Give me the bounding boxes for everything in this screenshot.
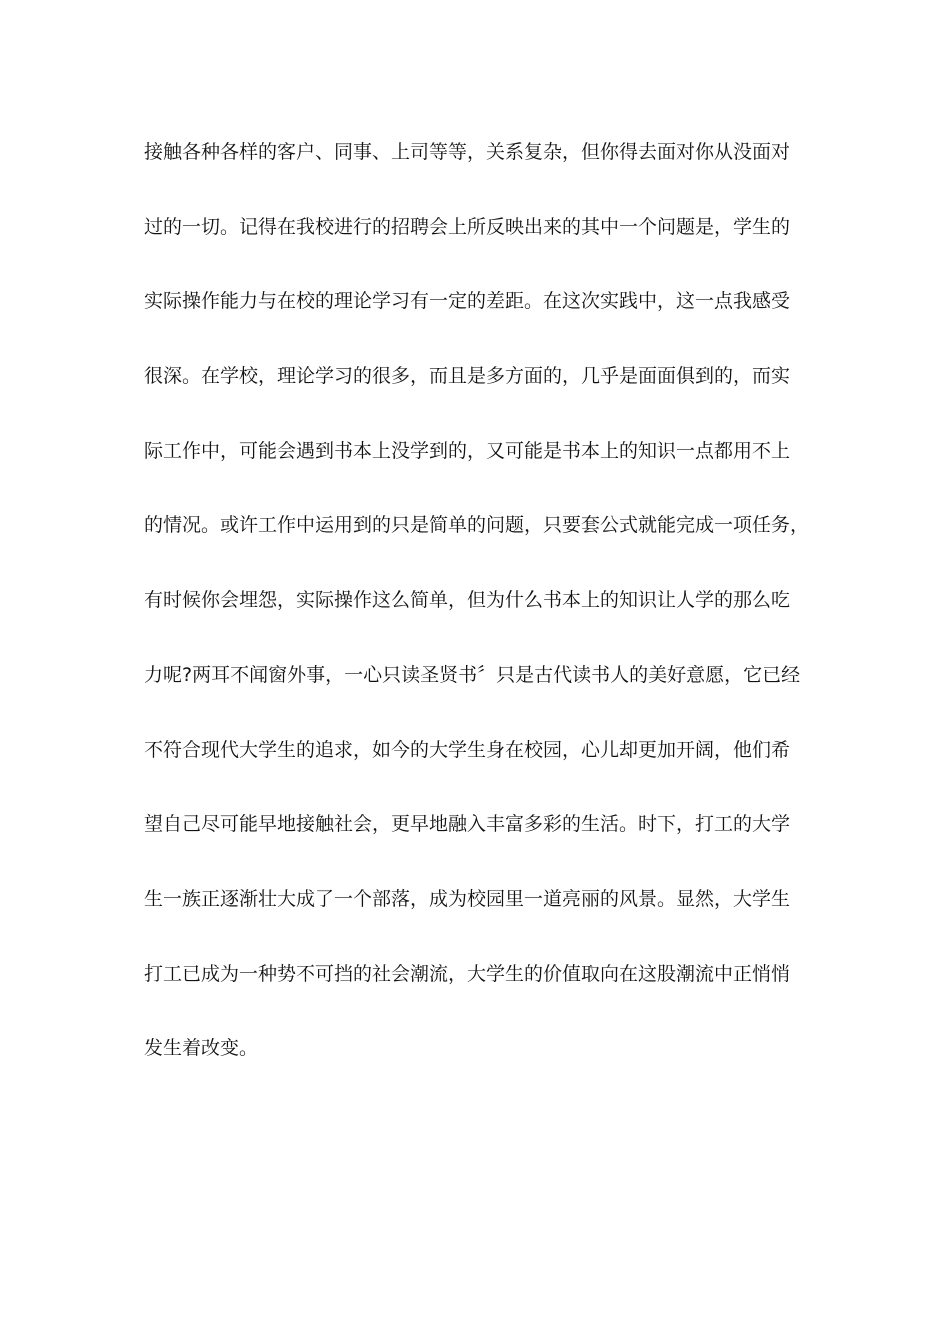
- text-line: 很深。在学校，理论学习的很多，而且是多方面的，几乎是面面俱到的，而实: [144, 365, 791, 388]
- text-line: 有时候你会埋怨，实际操作这么简单，但为什么书本上的知识让人学的那么吃: [144, 589, 791, 612]
- text-line: 的情况。或许工作中运用到的只是简单的问题，只要套公式就能完成一项任务，: [144, 514, 810, 537]
- text-line: 接触各种各样的客户、同事、上司等等，关系复杂，但你得去面对你从没面对: [144, 141, 791, 163]
- text-line: 过的一切。记得在我校进行的招聘会上所反映出来的其中一个问题是，学生的: [144, 215, 791, 238]
- body-paragraph: [144, 132, 824, 1103]
- text-line: 生一族正逐渐壮大成了一个部落，成为校园里一道亮丽的风景。显然，大学生: [144, 887, 791, 910]
- text-line: 打工已成为一种势不可挡的社会潮流，大学生的价值取向在这股潮流中正悄悄: [144, 962, 791, 985]
- text-line: 实际操作能力与在校的理论学习有一定的差距。在这次实践中，这一点我感受: [144, 290, 791, 313]
- text-line: 望自己尽可能早地接触社会，更早地融入丰富多彩的生活。时下，打工的大学: [144, 813, 791, 836]
- text-line: 不符合现代大学生的追求，如今的大学生身在校园，心儿却更加开阔，他们希: [144, 738, 791, 761]
- text-line: 发生着改变。: [144, 1037, 259, 1060]
- text-line: 力呢?两耳不闻窗外事，一心只读圣贤书〞只是古代读书人的美好意愿，它已经: [144, 663, 801, 686]
- text-line: 际工作中，可能会遇到书本上没学到的，又可能是书本上的知识一点都用不上: [144, 439, 791, 462]
